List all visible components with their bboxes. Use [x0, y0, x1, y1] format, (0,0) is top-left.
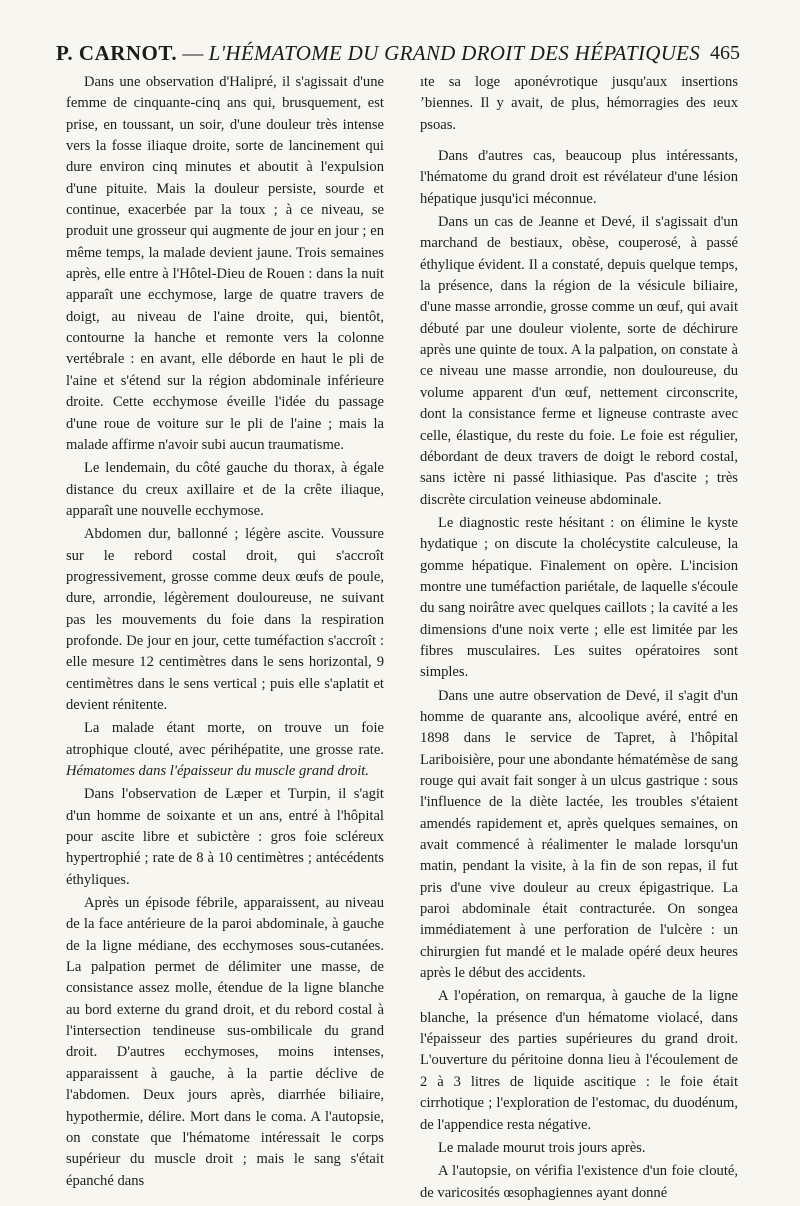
paragraph-text: ıte sa loge aponévrotique jusqu'aux insertions ʼbiennes. Il y avait, de plus, hémorragies des ıeux psoas. [420, 74, 738, 133]
paragraph [66, 718, 384, 782]
paragraph [66, 458, 384, 522]
paragraph [420, 986, 738, 1135]
paragraph [420, 212, 738, 511]
paragraph [420, 513, 738, 684]
paragraph-text: Dans une observation d'Halipré, il s'agissait d'une femme de cinquante-cinq ans qui, brusquement, est prise, en toussant, un soir, d'une douleur très intense vers la fosse iliaque droite, sorte de lancinement qui dure environ cinq minutes et aboutit à l'expulsion d'une pituite. Mais la douleur persiste, sourde et continue, exacerbée par la toux ; à ce niveau, se produit une grosseur qui augmente de jour en jour ; en même temps, la malade devient jaune. Trois semaines après, elle entre à l'Hôtel-Dieu de Rouen : dans la nuit apparaît une ecchymose, large de quatre travers de doigt, au niveau de l'aine droite, qui, bientôt, contourne la hanche et remonte vers la colonne vertébrale : en avant, elle déborde en haut le pli de l'aine et s'étend sur la région abdominale inférieure droite. Cette ecchymose éveille l'idée du passage d'une roue de voiture sur le pli de l'aine ; mais la malade affirme n'avoir subi aucun traumatisme. [66, 74, 384, 453]
right-column [420, 72, 738, 1206]
paragraph-text: Abdomen dur, ballonné ; légère ascite. Voussure sur le rebord costal droit, qui s'accroît progressivement, grosse comme deux œufs de poule, dure, arrondie, légèrement douloureuse, ne suivant pas les mouvements du foie dans la respiration profonde. De jour en jour, cette tuméfaction s'accroît : elle mesure 12 centimètres dans le sens horizontal, 9 centimètres dans le sens vertical ; puis elle s'aplatit et devient rénitente. [66, 526, 384, 713]
page-number: 465 [710, 42, 740, 64]
paragraph [420, 72, 738, 136]
header-author: P. CARNOT. [56, 41, 178, 65]
paragraph-text: Après un épisode fébrile, apparaissent, au niveau de la face antérieure de la paroi abdominale, à gauche de la ligne médiane, des ecchymoses sous-cutanées. La palpation permet de délimiter une masse, de consistance assez molle, étendue de la ligne blanche au bord externe du grand droit, et du rebord costal à l'intersection tendineuse sus-ombilicale du grand droit. D'autres ecchymoses, moins intenses, apparaissent à gauche, à la partie déclive de l'abdomen. Deux jours après, diarrhée biliaire, hypothermie, délire. Mort dans le coma. A l'autopsie, on constate que l'hématome intéressait le corps supérieur du muscle droit ; mais le sang s'était épanché dans [66, 895, 384, 1189]
italic-heading: Hématomes dans l'épaisseur du muscle grand droit. [66, 763, 369, 779]
paragraph-text: Le lendemain, du côté gauche du thorax, à égale distance du creux axillaire et de la crête iliaque, apparaît une nouvelle ecchymose. [66, 460, 384, 519]
running-header [56, 40, 740, 66]
paragraph [66, 524, 384, 716]
paragraph-text: Dans d'autres cas, beaucoup plus intéressants, l'hématome du grand droit est révélateur d'une lésion hépatique jusqu'ici méconnue. [420, 148, 738, 207]
paragraph-text: Le malade mourut trois jours après. [438, 1139, 646, 1156]
paragraph [66, 893, 384, 1192]
paragraph [66, 72, 384, 456]
paragraph-text: Dans un cas de Jeanne et Devé, il s'agissait d'un marchand de bestiaux, obèse, couperosé, à passé éthylique évident. Il a constaté, depuis quelque temps, la présence, dans la région de la vésicule biliaire, d'une masse arrondie, grosse comme un œuf, qui avait débuté par une douleur violente, sorte de déchirure après une quinte de toux. A la palpation, on constate à ce niveau une masse arrondie, non douloureuse, du volume apparent d'un œuf, nettement circonscrite, dont la consistance ferme et ligneuse contraste avec celle, élastique, du reste du foie. Le foie est régulier, débordant de deux travers de doigt le rebord costal, sans ictère ni passé lithiasique. Pas d'ascite ; très discrète circulation veineuse abdominale. [420, 214, 738, 508]
paragraph-text: A l'autopsie, on vérifia l'existence d'un foie clouté, de varicosités œsophagiennes ayant donné [420, 1163, 738, 1201]
paragraph-text: La malade étant morte, on trouve un foie atrophique clouté, avec périhépatite, une grosse rate. [66, 720, 384, 758]
left-column [66, 72, 384, 1194]
header-title: L'HÉMATOME DU GRAND DROIT DES HÉPATIQUES [208, 41, 701, 65]
paragraph [420, 1138, 738, 1159]
paragraph-text: Dans l'observation de Læper et Turpin, il s'agit d'un homme de soixante et un ans, entré à l'hôpital pour ascite libre et subictère : gros foie scléreux hypertrophié ; rate de 8 à 10 centimètres ; antécédents éthyliques. [66, 786, 384, 888]
paragraph-text: A l'opération, on remarqua, à gauche de la ligne blanche, la présence d'un hématome violacé, dans l'épaisseur des parties supérieures du grand droit. L'ouverture du péritoine donna lieu à l'écoulement de 2 à 3 litres de liquide ascitique : le foie était cirrhotique ; l'exploration de l'estomac, du duodénum, de l'appendice resta négative. [420, 988, 738, 1133]
paragraph [420, 1161, 738, 1204]
paragraph-text: Dans une autre observation de Devé, il s'agit d'un homme de quarante ans, alcoolique avéré, entré en 1898 dans le service de Tapret, à l'hôpital Lariboisière, pour une abondante hématémèse de sang rouge qui avait fait songer à un ulcus gastrique : sous l'influence de la diète lactée, les troubles s'étaient amendés rapidement et, après quelques semaines, on avait commencé à réalimenter le malade lorsqu'un matin, pendant la visite, à la fin de son repas, il fut pris d'une vive douleur au creux épigastrique. La paroi abdominale était contracturée. On songea immédiatement à une perforation de l'ulcère : un chirurgien fut mandé et le malade opéré deux heures après le début des accidents. [420, 687, 738, 982]
header-separator: — [177, 41, 209, 65]
paragraph-text: Le diagnostic reste hésitant : on élimine le kyste hydatique ; on discute la cholécystite calculeuse, la gomme hépatique. Finalement on opère. L'incision montre une tuméfaction pariétale, de laquelle s'écoule du sang noirâtre avec quelques caillots ; la cavité a les dimensions d'une noix verte ; elle est limitée par les fibres musculaires. Les suites opératoires sont simples. [420, 514, 738, 681]
paragraph [66, 784, 384, 891]
paragraph [420, 686, 738, 985]
paragraph [420, 146, 738, 210]
